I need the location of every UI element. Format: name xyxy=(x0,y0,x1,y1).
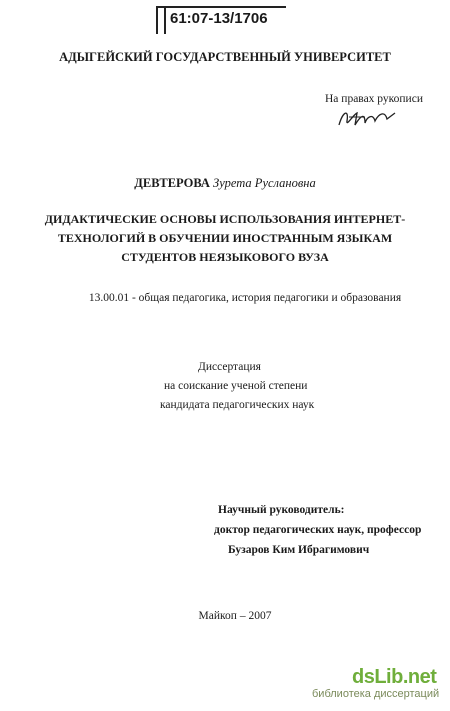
watermark-logo: dsLib.net xyxy=(352,666,437,688)
dissertation-title xyxy=(0,210,450,267)
supervisor-line: доктор педагогических наук, профессор xyxy=(214,524,422,536)
handwritten-signature xyxy=(335,105,405,131)
rights-notice: На правах рукописи xyxy=(325,93,423,105)
specialty-code: 13.00.01 - общая педагогика, история педагогики и образования xyxy=(88,292,402,304)
author-name xyxy=(0,176,450,191)
dissertation-line: Диссертация xyxy=(198,361,261,373)
dissertation-block xyxy=(160,358,360,415)
title-line: ДИДАКТИЧЕСКИЕ ОСНОВЫ ИСПОЛЬЗОВАНИЯ ИНТЕРНЕТ- xyxy=(44,212,406,226)
author-surname: ДЕВТЕРОВА xyxy=(134,176,210,190)
title-line: ТЕХНОЛОГИЙ В ОБУЧЕНИИ ИНОСТРАННЫМ ЯЗЫКАМ xyxy=(57,231,393,245)
title-line: СТУДЕНТОВ НЕЯЗЫКОВОГО ВУЗА xyxy=(121,250,329,264)
supervisor-line: Бузаров Ким Ибрагимович xyxy=(228,544,370,556)
dissertation-line: кандидата педагогических наук xyxy=(160,399,315,411)
university-name: АДЫГЕЙСКИЙ ГОСУДАРСТВЕННЫЙ УНИВЕРСИТЕТ xyxy=(59,50,391,64)
supervisor-line: Научный руководитель: xyxy=(218,504,345,516)
dissertation-line: на соискание ученой степени xyxy=(164,380,308,392)
city-year: Майкоп – 2007 xyxy=(198,610,272,622)
author-given-name: Зурета Руслановна xyxy=(213,176,316,190)
supervisor-block xyxy=(214,500,421,560)
watermark-text: библиотека диссертаций xyxy=(312,688,440,700)
archive-stamp: 61:07-13/1706 xyxy=(170,10,268,27)
